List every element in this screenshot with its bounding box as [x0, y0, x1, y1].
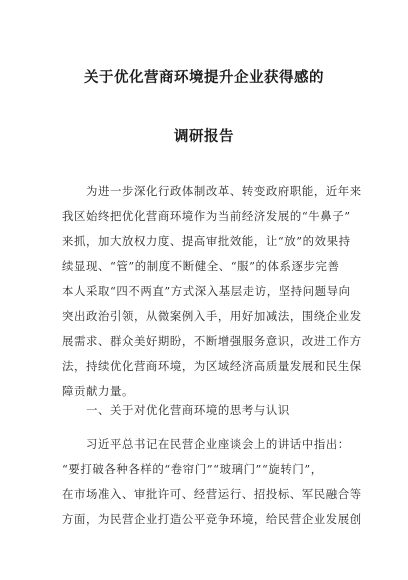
paragraph-2-line: “要打破各种各样的“卷帘门”“玻璃门”“旋转门”，	[62, 462, 323, 476]
paragraph-1-line: 为进一步深化行政体制改革、转变政府职能，近年来	[86, 184, 362, 198]
paragraph-1-line: 突出政治引领，从微案例入手，用好加减法，围绕企业发	[62, 309, 362, 323]
paragraph-1-line: 障贡献力量。	[62, 384, 134, 398]
paragraph-1-line: 来抓，加大放权力度、提高审批效能，让“放”的效果持	[62, 234, 351, 248]
paragraph-1-line: 法，持续优化营商环境，为区域经济高质量发展和民生保	[62, 359, 362, 373]
paragraph-1-line: 本人采取“四不两直”方式深入基层走访，坚持问题导向	[62, 284, 351, 298]
paragraph-1-line: 我区始终把优化营商环境作为当前经济发展的“牛鼻子”	[62, 209, 351, 223]
document-title-line-2: 调研报告	[174, 128, 234, 145]
document-title-line-1: 关于优化营商环境提升企业获得感的	[84, 69, 324, 86]
paragraph-2-line: 方面，为民营企业打造公平竞争环境，给民营企业发展创	[62, 512, 362, 526]
paragraph-2-line: 习近平总书记在民营企业座谈会上的讲话中指出：	[86, 437, 350, 451]
paragraph-1-line: 展需求、群众美好期盼，不断增强服务意识，改进工作方	[62, 334, 362, 348]
paragraph-2-line: 在市场准入、审批许可、经营运行、招投标、军民融合等	[62, 487, 362, 501]
section-heading: 一、关于对优化营商环境的思考与认识	[86, 403, 290, 417]
paragraph-1-line: 续显现、“管”的制度不断健全、“服”的体系逐步完善	[62, 259, 340, 273]
